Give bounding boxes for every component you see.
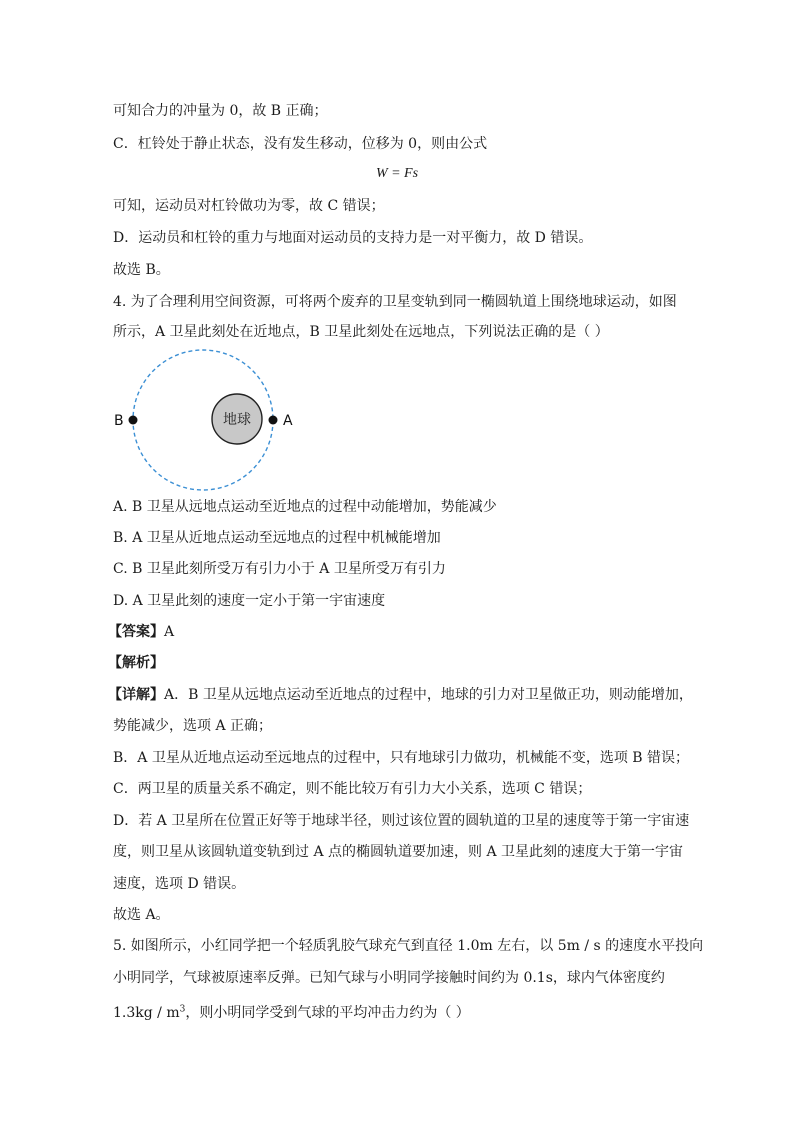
point-a-label: A xyxy=(283,413,293,429)
question-text: 4. 为了合理利用空间资源，可将两个废弃的卫星变轨到同一椭圆轨道上围绕地球运动，如图 xyxy=(113,294,677,310)
option-b: B. A 卫星从近地点运动至远地点的过程中机械能增加 xyxy=(113,530,441,546)
density-exponent: 3 xyxy=(179,1004,186,1015)
text-line: 可知，运动员对杠铃做功为零，故 C 错误； xyxy=(113,198,385,214)
detail-label: 【详解】 xyxy=(108,687,164,703)
point-b-label: B xyxy=(114,413,124,429)
analysis-label xyxy=(108,653,164,673)
text-line: 可知合力的冲量为 0，故 B 正确； xyxy=(113,103,328,119)
earth-label: 地球 xyxy=(223,412,251,428)
detail-line: 速度，选项 D 错误。 xyxy=(113,876,246,892)
answer-line xyxy=(108,622,174,642)
question-text: 5. 如图所示，小红同学把一个轻质乳胶气球充气到直径 1.0m 左右，以 5m / s 的速度水平投向 xyxy=(113,938,704,954)
question-text: 小明同学，气球被原速率反弹。已知气球与小明同学接触时间约为 0.1s，球内气体密度约 xyxy=(113,970,665,986)
detail-line: 势能减少，选项 A 正确； xyxy=(113,718,273,734)
detail-line: B．A 卫星从近地点运动至远地点的过程中，只有地球引力做功，机械能不变，选项 B 错误； xyxy=(113,750,690,766)
question-text xyxy=(113,1003,470,1023)
detail-line: 度，则卫星从该圆轨道变轨到过 A 点的椭圆轨道要加速，则 A 卫星此刻的速度大于第一宇宙 xyxy=(113,844,684,860)
text-line: 故选 B。 xyxy=(113,262,170,278)
analysis-label-text: 【解析】 xyxy=(108,655,164,671)
formula: W = Fs xyxy=(375,166,419,181)
detail-line xyxy=(108,685,693,705)
question-tail: ，则小明同学受到气球的平均冲击力约为（ ） xyxy=(185,1005,470,1021)
text-line: C．杠铃处于静止状态，没有发生移动，位移为 0，则由公式 xyxy=(113,136,488,152)
answer-value: A xyxy=(164,624,175,640)
option-a: A. B 卫星从远地点运动至近地点的过程中动能增加，势能减少 xyxy=(113,499,497,515)
detail-text: A．B 卫星从远地点运动至近地点的过程中，地球的引力对卫星做正功，则动能增加， xyxy=(164,687,693,703)
answer-label: 【答案】 xyxy=(108,624,164,640)
detail-line: C．两卫星的质量关系不确定，则不能比较万有引力大小关系，选项 C 错误； xyxy=(113,781,592,797)
conclusion-line: 故选 A。 xyxy=(113,907,170,923)
option-d: D. A 卫星此刻的速度一定小于第一宇宙速度 xyxy=(113,593,386,609)
satellite-b-dot xyxy=(129,416,138,425)
density-value: 1.3kg / m xyxy=(113,1005,180,1021)
option-c: C. B 卫星此刻所受万有引力小于 A 卫星所受万有引力 xyxy=(113,561,446,577)
question-text: 所示，A 卫星此刻处在近地点，B 卫星此刻处在远地点，下列说法正确的是（ ） xyxy=(113,324,609,340)
text-line: D．运动员和杠铃的重力与地面对运动员的支持力是一对平衡力，故 D 错误。 xyxy=(113,230,593,246)
orbit-figure xyxy=(105,345,305,495)
satellite-a-dot xyxy=(269,416,278,425)
detail-line: D．若 A 卫星所在位置正好等于地球半径，则过该位置的圆轨道的卫星的速度等于第一宇宙速 xyxy=(113,813,690,829)
